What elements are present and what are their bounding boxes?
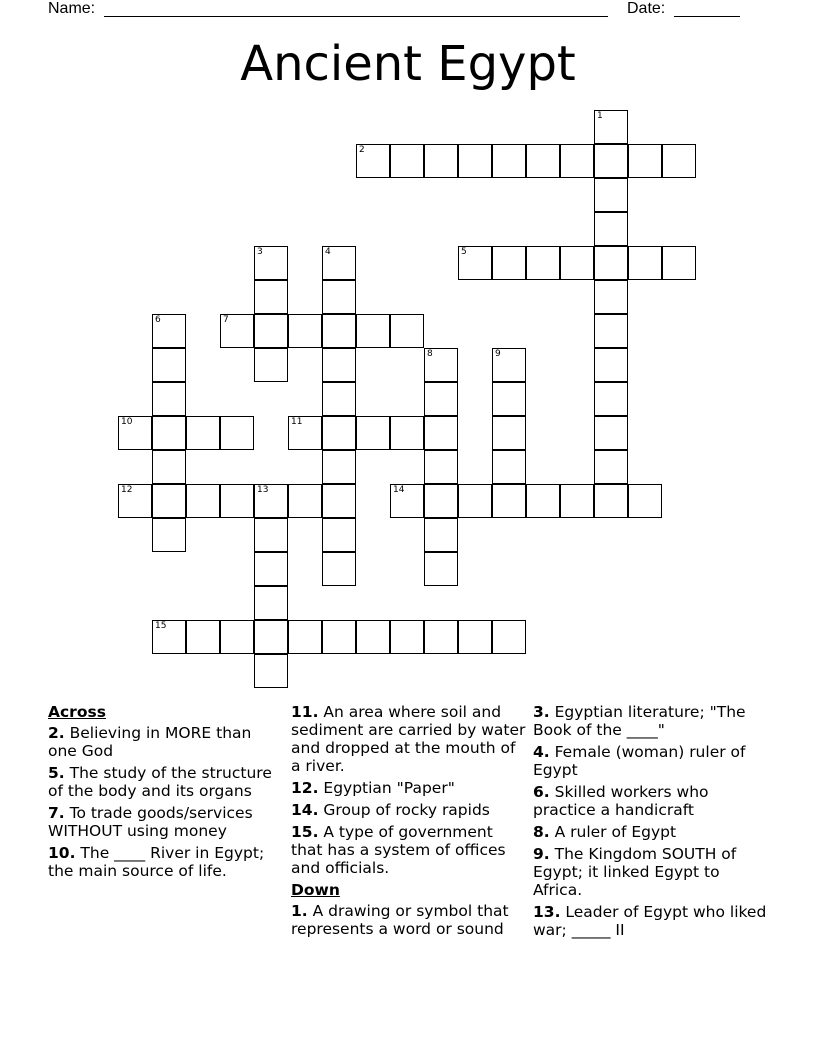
clue-item — [48, 844, 284, 880]
grid-cell[interactable] — [424, 450, 458, 484]
cell-number: 10 — [121, 417, 133, 427]
grid-cell[interactable] — [390, 314, 424, 348]
grid-cell[interactable] — [424, 382, 458, 416]
clue-text: The study of the structure of the body and its organs — [48, 764, 272, 800]
grid-cell[interactable] — [288, 484, 322, 518]
clue-number: 15. — [291, 823, 319, 841]
clue-number: 1. — [291, 902, 308, 920]
grid-cell[interactable] — [186, 484, 220, 518]
grid-cell[interactable] — [220, 484, 254, 518]
cell-number: 9 — [495, 349, 501, 359]
clue-text: An area where soil and sediment are carried by water and dropped at the mouth of a river. — [291, 703, 526, 775]
clue-item — [48, 804, 284, 840]
grid-cell[interactable] — [356, 314, 390, 348]
grid-cell[interactable] — [186, 416, 220, 450]
cell-number: 7 — [223, 315, 229, 325]
clue-number: 4. — [533, 743, 550, 761]
clue-item — [48, 764, 284, 800]
grid-cell[interactable] — [254, 586, 288, 620]
cell-number: 8 — [427, 349, 433, 359]
grid-cell[interactable] — [594, 450, 628, 484]
grid-cell[interactable] — [526, 246, 560, 280]
clue-number: 7. — [48, 804, 65, 822]
grid-cell[interactable] — [356, 144, 390, 178]
grid-cell[interactable] — [220, 314, 254, 348]
grid-cell[interactable] — [560, 144, 594, 178]
grid-cell[interactable] — [424, 348, 458, 382]
clue-item — [291, 779, 527, 797]
grid-cell[interactable] — [288, 416, 322, 450]
clue-number: 10. — [48, 844, 76, 862]
clue-text: The Kingdom SOUTH of Egypt; it linked Egypt to Africa. — [533, 845, 737, 899]
cell-number: 13 — [257, 485, 269, 495]
clue-item — [291, 902, 527, 938]
grid-cell[interactable] — [152, 382, 186, 416]
grid-cell[interactable] — [322, 518, 356, 552]
page-title: Ancient Egypt — [240, 36, 576, 92]
grid-cell[interactable] — [152, 518, 186, 552]
clue-text: To trade goods/services WITHOUT using money — [48, 804, 253, 840]
grid-cell[interactable] — [594, 484, 628, 518]
grid-cell[interactable] — [254, 348, 288, 382]
clue-item — [48, 724, 284, 760]
cell-number: 14 — [393, 485, 405, 495]
clue-column-2 — [291, 703, 527, 942]
grid-cell[interactable] — [322, 382, 356, 416]
clue-item — [291, 801, 527, 819]
grid-cell[interactable] — [492, 484, 526, 518]
grid-cell[interactable] — [288, 620, 322, 654]
grid-cell[interactable] — [288, 314, 322, 348]
clue-text: A type of government that has a system of offices and officials. — [291, 823, 506, 877]
grid-cell[interactable] — [118, 416, 152, 450]
cell-number: 2 — [359, 145, 365, 155]
grid-cell[interactable] — [322, 246, 356, 280]
grid-cell[interactable] — [322, 348, 356, 382]
grid-cell[interactable] — [220, 416, 254, 450]
clue-text: Leader of Egypt who liked war; _____ II — [533, 903, 767, 939]
grid-cell[interactable] — [424, 518, 458, 552]
clue-number: 5. — [48, 764, 65, 782]
grid-cell[interactable] — [492, 416, 526, 450]
grid-cell[interactable] — [356, 620, 390, 654]
grid-cell[interactable] — [594, 144, 628, 178]
clue-number: 14. — [291, 801, 319, 819]
clue-text: A ruler of Egypt — [549, 823, 677, 841]
grid-cell[interactable] — [424, 144, 458, 178]
grid-cell[interactable] — [662, 246, 696, 280]
grid-cell[interactable] — [152, 416, 186, 450]
cell-number: 4 — [325, 247, 331, 257]
grid-cell[interactable] — [390, 416, 424, 450]
grid-cell[interactable] — [526, 484, 560, 518]
clue-number: 8. — [533, 823, 550, 841]
grid-cell[interactable] — [152, 450, 186, 484]
grid-cell[interactable] — [492, 246, 526, 280]
grid-cell[interactable] — [594, 212, 628, 246]
cell-number: 6 — [155, 315, 161, 325]
grid-cell[interactable] — [594, 178, 628, 212]
grid-cell[interactable] — [254, 518, 288, 552]
clue-item — [533, 743, 769, 779]
clue-number: 13. — [533, 903, 561, 921]
clue-text: Skilled workers who practice a handicraft — [533, 783, 709, 819]
grid-cell[interactable] — [390, 144, 424, 178]
grid-cell[interactable] — [526, 144, 560, 178]
clue-number: 11. — [291, 703, 319, 721]
date-label: Date: — [627, 0, 666, 17]
clue-item — [291, 703, 527, 775]
clue-column-3 — [533, 703, 769, 943]
grid-cell[interactable] — [594, 416, 628, 450]
grid-cell[interactable] — [560, 246, 594, 280]
grid-cell[interactable] — [152, 348, 186, 382]
grid-cell[interactable] — [322, 620, 356, 654]
cell-number: 1 — [597, 111, 603, 121]
clue-item — [533, 903, 769, 939]
grid-cell[interactable] — [322, 484, 356, 518]
grid-cell[interactable] — [458, 144, 492, 178]
cell-number: 15 — [155, 621, 167, 631]
grid-cell[interactable] — [458, 620, 492, 654]
cell-number: 11 — [291, 417, 303, 427]
grid-cell[interactable] — [322, 280, 356, 314]
grid-cell[interactable] — [628, 484, 662, 518]
grid-cell[interactable] — [628, 246, 662, 280]
grid-cell[interactable] — [322, 314, 356, 348]
grid-cell[interactable] — [152, 484, 186, 518]
grid-cell[interactable] — [186, 620, 220, 654]
grid-cell[interactable] — [390, 484, 424, 518]
grid-cell[interactable] — [152, 314, 186, 348]
clue-column-1 — [48, 703, 284, 884]
grid-cell[interactable] — [662, 144, 696, 178]
clue-item — [533, 823, 769, 841]
clue-text: A drawing or symbol that represents a word or sound — [291, 902, 509, 938]
grid-cell[interactable] — [254, 280, 288, 314]
grid-cell[interactable] — [458, 484, 492, 518]
clue-number: 12. — [291, 779, 319, 797]
grid-cell[interactable] — [594, 382, 628, 416]
grid-cell[interactable] — [390, 620, 424, 654]
grid-cell[interactable] — [254, 484, 288, 518]
grid-cell[interactable] — [492, 450, 526, 484]
grid-cell[interactable] — [322, 552, 356, 586]
clue-item — [533, 783, 769, 819]
grid-cell[interactable] — [492, 348, 526, 382]
grid-cell[interactable] — [628, 144, 662, 178]
across-heading: Across — [48, 703, 106, 721]
clue-text: Believing in MORE than one God — [48, 724, 252, 760]
grid-cell[interactable] — [492, 144, 526, 178]
clue-number: 6. — [533, 783, 550, 801]
cell-number: 12 — [121, 485, 133, 495]
grid-cell[interactable] — [458, 246, 492, 280]
clue-item — [533, 703, 769, 739]
clue-number: 2. — [48, 724, 65, 742]
grid-cell[interactable] — [424, 484, 458, 518]
grid-cell[interactable] — [594, 110, 628, 144]
clue-text: Egyptian literature; "The Book of the ____" — [533, 703, 746, 739]
clue-item — [533, 845, 769, 899]
down-heading: Down — [291, 881, 340, 899]
cell-number: 5 — [461, 247, 467, 257]
grid-cell[interactable] — [424, 552, 458, 586]
grid-cell[interactable] — [594, 280, 628, 314]
grid-cell[interactable] — [492, 382, 526, 416]
grid-cell[interactable] — [424, 620, 458, 654]
grid-cell[interactable] — [254, 620, 288, 654]
clue-item — [291, 823, 527, 877]
clue-number: 9. — [533, 845, 550, 863]
name-label: Name: — [48, 0, 96, 17]
grid-cell[interactable] — [322, 416, 356, 450]
grid-cell[interactable] — [118, 484, 152, 518]
grid-cell[interactable] — [254, 552, 288, 586]
grid-cell[interactable] — [594, 246, 628, 280]
grid-cell[interactable] — [492, 620, 526, 654]
grid-cell[interactable] — [424, 416, 458, 450]
clue-text: Female (woman) ruler of Egypt — [533, 743, 746, 779]
grid-cell[interactable] — [356, 416, 390, 450]
grid-cell[interactable] — [220, 620, 254, 654]
grid-cell[interactable] — [152, 620, 186, 654]
clue-text: Egyptian "Paper" — [318, 779, 455, 797]
cell-number: 3 — [257, 247, 263, 257]
clue-number: 3. — [533, 703, 550, 721]
clue-text: The ____ River in Egypt; the main source of life. — [48, 844, 265, 880]
grid-cell[interactable] — [254, 246, 288, 280]
grid-cell[interactable] — [594, 314, 628, 348]
grid-cell[interactable] — [254, 314, 288, 348]
grid-cell[interactable] — [322, 450, 356, 484]
grid-cell[interactable] — [254, 654, 288, 688]
clue-text: Group of rocky rapids — [318, 801, 490, 819]
grid-cell[interactable] — [594, 348, 628, 382]
grid-cell[interactable] — [560, 484, 594, 518]
